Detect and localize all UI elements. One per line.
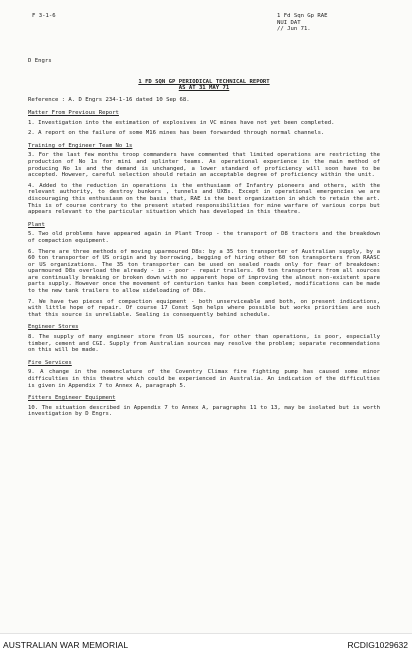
archive-id: RCDIG1029632 [347, 640, 408, 650]
report-date: // Jun 71. [277, 26, 311, 32]
paragraph: 10. The situation described in Appendix 7 to Annex A, paragraphs 11 to 13, may be isolated but is worth investigation by D Engrs. [28, 404, 380, 418]
section-heading: Fire Services [28, 359, 72, 366]
title-line-1: 1 FD SQN GP PERIODICAL TECHNICAL REPORT [138, 78, 270, 85]
unit-name: 1 Fd Sqn Gp RAE [277, 13, 328, 19]
report-sections [28, 110, 380, 418]
paragraph: 9. A change in the nomenclature of the Coventry Climax fire fighting pump has caused some minor difficulties in this theatre which could be experienced in Australia. An indication of the difficulties is given in Appendix 7 to Annex A, paragraph 5. [28, 369, 380, 389]
paragraph: 4. Added to the reduction in operations is the enthusiasm of Infantry pioneers and others, with the relevant authority, to destroy bunkers , tunnels and UXBs. Except in operational emergencies we are discouraging this enthusiasm on the basis that, RAE is the best organization in which to retain the art. This is of course contrary to the present stated responsibilities for mine warfare of various corps but appears relevant to the particular situation which has developed in this theatre. [28, 182, 380, 216]
paragraph: 3. For the last few months troop commanders have commented that limited operations are restricting the production of No 1s for mini and splinter teams. As operational experience in the main method of producing No 1s and the demand is unchanged, a lower standard of proficiency will soon have to be accepted. However, careful selection should retain an acceptable degree of proficiency within the unit. [28, 152, 380, 179]
section-heading: Matter From Previous Report [28, 110, 119, 116]
section-heading: Training of Engineer Team No 1s [28, 142, 133, 149]
paragraph: 1. Investigation into the estimation of explosives in VC mines have not yet been completed. [28, 119, 335, 126]
paragraph: 8. The supply of many engineer store from US sources, for other than operations, is poor, especially timber, cement and CGI. Supply from Australian sources may resolve the problem; separate recommendations on this will be made. [28, 334, 380, 354]
reference-line: Reference : A. D Engrs 234-1-16 dated 10 Sep 68. [28, 97, 190, 104]
paragraph: 2. A report on the failure of some M16 mines has been forwarded through normal channels. [28, 130, 325, 137]
paragraph: 6. There are three methods of moving uparmoured D8s: by a 35 ton transporter of Australian supply, by a 60 ton transporter of US origin and by borrowing, begging of hiring other 60 ton transporters from RAASC or US organizations. The 35 ton transporter can be used on sealed roads only for fear of breakdown: uparmoured D8s overload the already - in - poor - repair trailers. 60 ton transporters from all sources are continually breaking or broken down with no apparent hope of improving the almost non-existent spare parts supply. However once the movement of centurion tanks has been completed, modifications can be made to the new tank trailers to allow sideloading of D8s. [28, 248, 380, 295]
paragraph: 5. Two old problems have appeared again in Plant Troop - the transport of D8 tractors and the breakdown of compaction equipment. [28, 231, 380, 244]
section-heading: Plant [28, 221, 45, 228]
section-heading: Fitters Engineer Equipment [28, 395, 116, 402]
section-heading: Engineer Stores [28, 324, 79, 331]
document-body [28, 58, 380, 418]
file-reference: F 3-1-6 [32, 13, 56, 19]
addressee: D Engrs [28, 58, 52, 64]
archive-footer [0, 633, 412, 655]
title-line-2: AS AT 31 MAY 71 [178, 85, 230, 91]
location: NUI DAT [277, 19, 301, 26]
archive-name: AUSTRALIAN WAR MEMORIAL [3, 640, 129, 650]
report-title [28, 79, 380, 92]
paragraph: 7. We have two pieces of compaction equipment - both unserviceable and both, on present indications, with little hope of repair. Of course 17 Const Sqn helps where possible but works priorities are such that this source is unreliable. Sealing is consequently behind schedule. [28, 298, 380, 318]
